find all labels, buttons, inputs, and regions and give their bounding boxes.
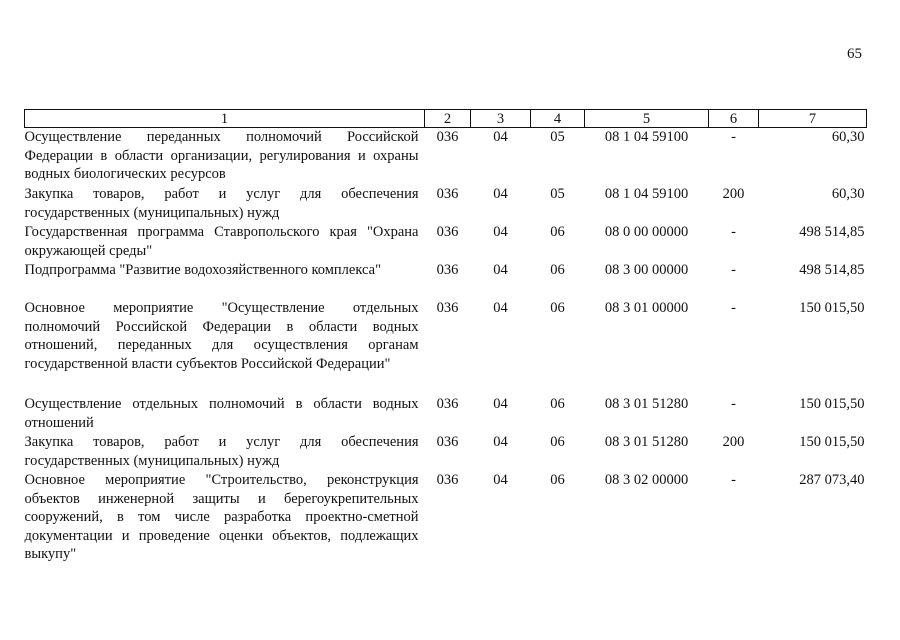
row-expense-type: 200 — [722, 434, 745, 450]
row-section: 04 — [493, 300, 508, 316]
table-row — [25, 299, 867, 395]
row-target-article: 08 3 02 00000 — [604, 472, 689, 488]
table-row — [25, 471, 867, 567]
table-body — [25, 128, 867, 568]
row-subsection: 06 — [550, 300, 565, 316]
row-subsection: 05 — [550, 186, 565, 202]
budget-table — [24, 109, 867, 567]
row-subsection: 06 — [550, 396, 565, 412]
row-amount: 498 514,85 — [799, 262, 865, 278]
row-target-article: 08 3 01 51280 — [604, 396, 689, 412]
row-subsection: 06 — [550, 262, 565, 278]
page-number: 65 — [847, 46, 862, 62]
table-header — [25, 110, 867, 128]
row-name: Осуществление отдельных полномочий в области водных отношений — [24, 396, 419, 431]
row-section: 04 — [493, 129, 508, 145]
row-ministry-code: 036 — [436, 300, 459, 316]
row-ministry-code: 036 — [436, 224, 459, 240]
row-name: Закупка товаров, работ и услуг для обеспечения государственных (муниципальных) нужд — [24, 434, 419, 469]
header-col-4: 4 — [531, 110, 585, 128]
table-row — [25, 433, 867, 471]
row-ministry-code: 036 — [436, 186, 459, 202]
table-row — [25, 128, 867, 186]
row-ministry-code: 036 — [436, 472, 459, 488]
table-row — [25, 223, 867, 261]
row-target-article: 08 0 00 00000 — [604, 224, 689, 240]
row-section: 04 — [493, 434, 508, 450]
row-expense-type: - — [731, 396, 736, 412]
header-col-5: 5 — [585, 110, 709, 128]
row-ministry-code: 036 — [436, 129, 459, 145]
header-col-6: 6 — [709, 110, 759, 128]
header-col-1: 1 — [25, 110, 425, 128]
header-col-2: 2 — [425, 110, 471, 128]
row-subsection: 06 — [550, 224, 565, 240]
row-section: 04 — [493, 472, 508, 488]
table-row — [25, 185, 867, 223]
row-target-article: 08 1 04 59100 — [604, 129, 689, 145]
row-name: Осуществление переданных полномочий Российской Федерации в области организации, регулирования и охраны водных биологических ресурсов — [24, 129, 419, 182]
row-name: Основное мероприятие "Строительство, реконструкция объектов инженерной защиты и берегоукрепительных сооружений, в том числе разработка проектно-сметной документации и проведение оценки объектов, подлежащих выкупу" — [24, 472, 419, 562]
row-target-article: 08 3 00 00000 — [604, 262, 689, 278]
row-expense-type: - — [731, 472, 736, 488]
row-section: 04 — [493, 186, 508, 202]
row-expense-type: - — [731, 300, 736, 316]
row-section: 04 — [493, 396, 508, 412]
row-ministry-code: 036 — [436, 396, 459, 412]
row-amount: 150 015,50 — [799, 396, 865, 412]
row-subsection: 05 — [550, 129, 565, 145]
row-ministry-code: 036 — [436, 434, 459, 450]
row-target-article: 08 3 01 00000 — [604, 300, 689, 316]
row-expense-type: - — [731, 224, 736, 240]
row-subsection: 06 — [550, 434, 565, 450]
table-row — [25, 261, 867, 299]
row-name: Закупка товаров, работ и услуг для обеспечения государственных (муниципальных) нужд — [24, 186, 419, 221]
header-col-7: 7 — [759, 110, 867, 128]
row-subsection: 06 — [550, 472, 565, 488]
row-name: Государственная программа Ставропольского края "Охрана окружающей среды" — [24, 224, 419, 259]
row-target-article: 08 1 04 59100 — [604, 186, 689, 202]
row-section: 04 — [493, 262, 508, 278]
header-col-3: 3 — [471, 110, 531, 128]
row-name: Подпрограмма "Развитие водохозяйственного комплекса" — [24, 262, 381, 278]
row-amount: 150 015,50 — [799, 300, 865, 316]
row-amount: 498 514,85 — [799, 224, 865, 240]
row-amount: 287 073,40 — [799, 472, 865, 488]
row-ministry-code: 036 — [436, 262, 459, 278]
row-expense-type: 200 — [722, 186, 745, 202]
row-amount: 150 015,50 — [799, 434, 865, 450]
row-amount: 60,30 — [831, 186, 865, 202]
row-expense-type: - — [731, 262, 736, 278]
row-expense-type: - — [731, 129, 736, 145]
row-name: Основное мероприятие "Осуществление отдельных полномочий Российской Федерации в области водных отношений, переданных для осуществления органам государственной власти субъектов Российской Федерации" — [24, 300, 419, 372]
row-target-article: 08 3 01 51280 — [604, 434, 689, 450]
header-row — [25, 110, 867, 128]
row-amount: 60,30 — [831, 129, 865, 145]
row-section: 04 — [493, 224, 508, 240]
table-row — [25, 395, 867, 433]
